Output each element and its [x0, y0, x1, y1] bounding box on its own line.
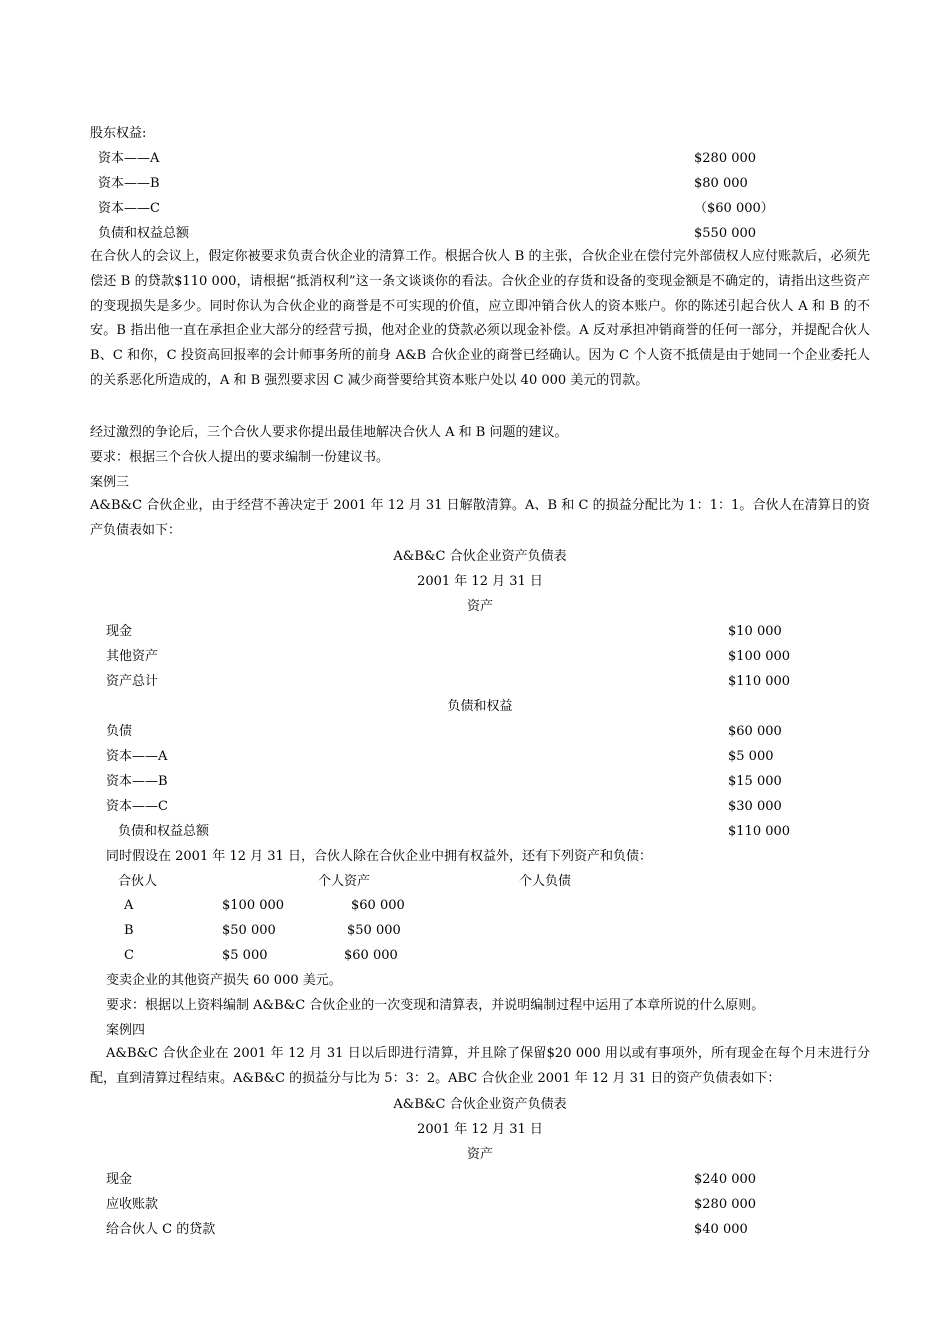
case-four-title: 案例四 [106, 1023, 146, 1038]
row-value: $100 000 [728, 649, 791, 664]
row-label: 资本——B [98, 176, 160, 191]
partner-cell: $100 000 [222, 898, 285, 913]
case-three-title: 案例三 [90, 475, 130, 490]
row-value: $240 000 [694, 1172, 757, 1187]
row-label: 资本——C [106, 799, 168, 814]
equity-heading: 股东权益: [90, 126, 147, 141]
case-four-intro: A&B&C 合伙企业在 2001 年 12 月 31 日以后即进行清算，并且除了保留$20 000 用以或有事项外，所有现金在每个月末进行分配，直到清算过程结束。A&B&C 的损益分与比为 5：3：2。ABC 合伙企业 2001 年 12 月 31 日的资产负债表如下： [90, 1046, 870, 1086]
row-label: 负债 [106, 724, 133, 739]
row-label: 负债和权益总额 [118, 824, 210, 839]
liabilities-heading: 负债和权益 [447, 699, 513, 714]
assets-heading: 资产 [466, 1147, 493, 1162]
row-label: 应收账款 [106, 1197, 159, 1212]
row-label: 给合伙人 C 的贷款 [106, 1222, 216, 1237]
row-value: $550 000 [694, 226, 757, 241]
case-three-intro: A&B&C 合伙企业，由于经营不善决定于 2001 年 12 月 31 日解散清算。A、B 和 C 的损益分配比为 1：1：1。合伙人在清算日的资产负债表如下： [90, 498, 870, 538]
partner-cell: $50 000 [222, 923, 276, 938]
row-value: $40 000 [694, 1222, 748, 1237]
row-value: $80 000 [694, 176, 748, 191]
row-value: $280 000 [694, 1197, 757, 1212]
row-value: $15 000 [728, 774, 782, 789]
row-label: 资本——A [98, 151, 160, 166]
partner-cell: $50 000 [347, 923, 401, 938]
row-value: $30 000 [728, 799, 782, 814]
row-value: （$60 000） [694, 201, 774, 216]
partner-cell: $60 000 [344, 948, 398, 963]
assets-heading: 资产 [466, 599, 493, 614]
partner-col-header: 个人负债 [519, 874, 572, 889]
row-label: 资本——C [98, 201, 160, 216]
row-label: 负债和权益总额 [98, 226, 190, 241]
partner-col-header: 个人资产 [318, 874, 371, 889]
row-label: 现金 [106, 1172, 133, 1187]
partner-col-header: 合伙人 [118, 874, 158, 889]
row-value: $10 000 [728, 624, 782, 639]
row-value: $280 000 [694, 151, 757, 166]
balance-sheet-title: A&B&C 合伙企业资产负债表 [393, 1097, 567, 1112]
row-label: 其他资产 [106, 649, 159, 664]
partner-cell: C [124, 948, 134, 963]
partner-cell: B [124, 923, 134, 938]
balance-sheet-title: A&B&C 合伙企业资产负债表 [393, 549, 567, 564]
row-label: 资本——B [106, 774, 168, 789]
case-two-prompt: 经过激烈的争论后，三个合伙人要求你提出最佳地解决合伙人 A 和 B 问题的建议。 [90, 425, 568, 440]
partner-cell: $5 000 [222, 948, 268, 963]
case-two-requirement: 要求：根据三个合伙人提出的要求编制一份建议书。 [90, 450, 390, 465]
row-label: 资本——A [106, 749, 168, 764]
partner-cell: $60 000 [351, 898, 405, 913]
row-value: $110 000 [728, 824, 791, 839]
row-value: $5 000 [728, 749, 774, 764]
case-two-paragraph: 在合伙人的会议上，假定你被要求负责合伙企业的清算工作。根据合伙人 B 的主张，合伙企业在偿付完外部债权人应付账款后，必须先偿还 B 的贷款$110 000，请根据“抵消权利”这一条文谈谈你的看法。合伙企业的存货和设备的变现金额是不确定的，请指出这些资产的变现损失是多少。同时你认为合伙企业的商誉是不可实现的价值，应立即冲销合伙人的资本账户。你的陈述引起合伙人 A 和 B 的不安。B 指出他一直在承担企业大部分的经营亏损，他对企业的贷款必须以现金补偿。A 反对承担冲销商誉的任何一部分，并提配合伙人 B、C 和你，C 投资高回报率的会计师事务所的前身 A&B 合伙企业的商誉已经确认。因为 C 个人资不抵债是由于她同一个企业委托人的关系恶化所造成的，A 和 B 强烈要求因 C 减少商誉要给其资本账户处以 40 000 美元的罚款。 [90, 249, 870, 388]
row-value: $110 000 [728, 674, 791, 689]
partner-intro: 同时假设在 2001 年 12 月 31 日，合伙人除在合伙企业中拥有权益外，还有下列资产和负债： [106, 849, 652, 864]
row-label: 资产总计 [106, 674, 159, 689]
balance-sheet-date: 2001 年 12 月 31 日 [417, 574, 543, 589]
row-label: 现金 [106, 624, 133, 639]
row-value: $60 000 [728, 724, 782, 739]
partner-cell: A [124, 898, 134, 913]
case-three-requirement: 要求：根据以上资料编制 A&B&C 合伙企业的一次变现和清算表，并说明编制过程中运用了本章所说的什么原则。 [106, 998, 765, 1013]
balance-sheet-date: 2001 年 12 月 31 日 [417, 1122, 543, 1137]
case-three-loss-note: 变卖企业的其他资产损失 60 000 美元。 [106, 973, 342, 988]
